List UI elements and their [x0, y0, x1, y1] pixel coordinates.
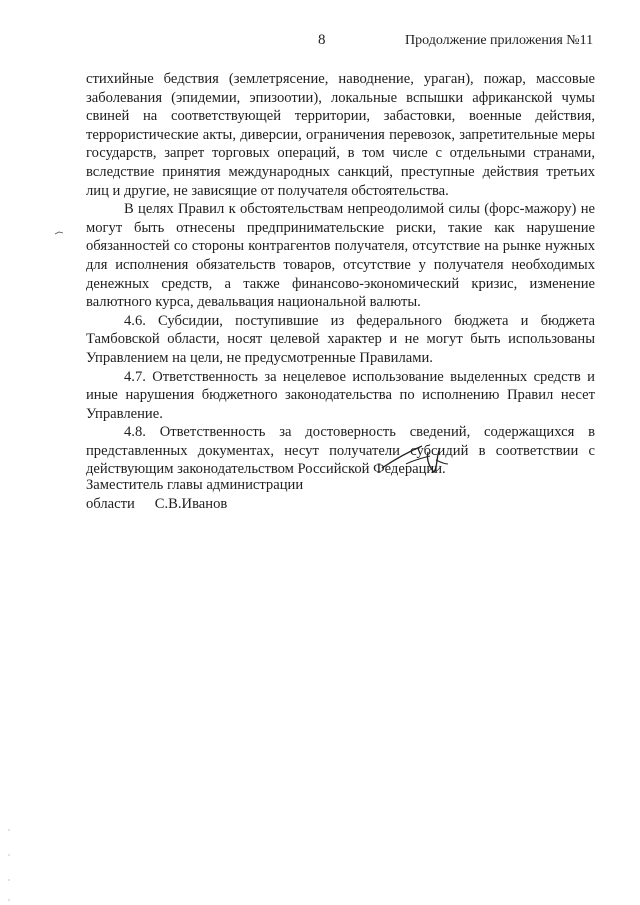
signature-block: [86, 476, 303, 514]
paragraph-4-6: 4.6. Субсидии, поступившие из федерального бюджета и бюджета Тамбовской области, носят целевой характер и не могут быть использованы Управлением на цели, не предусмотренные Правилами.: [86, 312, 595, 366]
handwritten-initials-mark: [376, 438, 456, 478]
paragraph-4-8: 4.8. Ответственность за достоверность сведений, содержащихся в представленных документах, несут получатели субсидий в соответствии с действующим законодательством Российской Федерации.: [86, 424, 595, 478]
scan-edge-dots: [8, 825, 10, 905]
paragraph-4-7: 4.7. Ответственность за нецелевое использование выделенных средств и иные нарушения бюджетного законодательства по исполнению Правил несет Управление.: [86, 368, 595, 422]
document-body: [86, 70, 595, 479]
page-number: 8: [318, 32, 326, 48]
signatory-position: Заместитель главы администрации: [86, 477, 304, 493]
paragraph-force-majeure-list: стихийные бедствия (землетрясение, наводнение, ураган), пожар, массовые заболевания (эпидемии, эпизоотии), локальные вспышки африканской чумы свиней на соответствующей территории, забастовки, военные действия, террористические акты, диверсии, ограничения перевозок, запретительные меры государств, запрет торговых операций, в том числе с отдельными странами, вследствие принятия международных санкций, преступные действия третьих лиц и другие, не зависящие от получателя обстоятельства.: [86, 71, 595, 199]
signatory-name: С.В.Иванов: [154, 496, 228, 512]
paragraph-force-majeure-exclusions: В целях Правил к обстоятельствам непреодолимой силы (форс-мажору) не могут быть отнесены предпринимательские риски, такие как нарушение обязанностей со стороны контрагентов получателя, отсутствие на рынке нужных для исполнения обязательств товаров, отсутствие у получателя необходимых денежных средств, а также финансово-экономический кризис, изменение валютного курса, девальвация национальной валюты.: [86, 201, 595, 311]
page-header-title: Продолжение приложения №11: [405, 33, 594, 48]
margin-tick-mark: [54, 230, 64, 236]
signatory-position-region: области: [86, 496, 135, 512]
